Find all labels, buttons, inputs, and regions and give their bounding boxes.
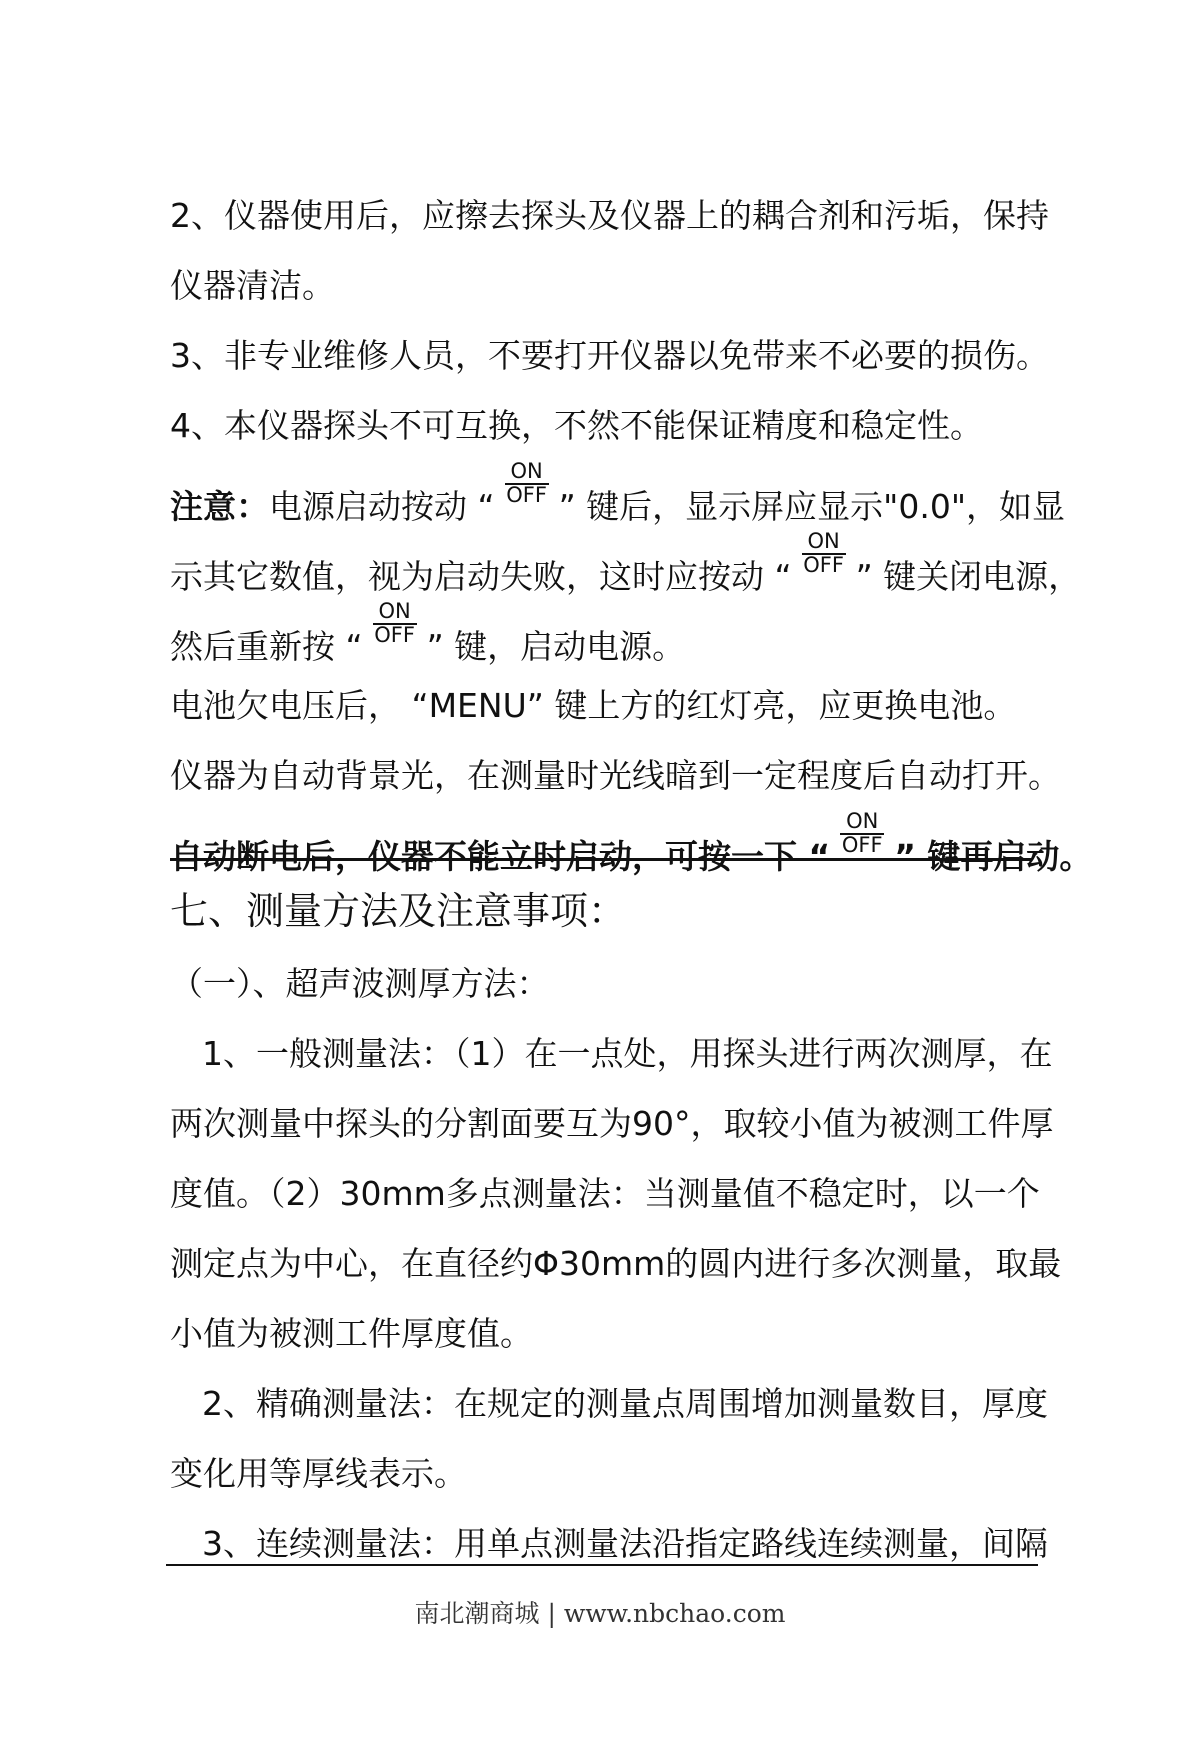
auto-off-note xyxy=(170,809,1093,879)
key-off-label: OFF xyxy=(803,553,844,577)
auto-off-text: 自动断电后，仪器不能立时启动，可按一下 “ xyxy=(170,837,831,876)
section-7-subtitle: （一）、超声波测厚方法： xyxy=(170,964,550,1003)
on-off-key-icon xyxy=(499,459,555,518)
on-off-key-icon xyxy=(367,599,423,658)
footer-source: 南北潮商城 | www.nbchao.com xyxy=(414,1599,786,1628)
method-1-line-5: 小值为被测工件厚度值。 xyxy=(170,1314,533,1353)
battery-note: 电池欠电压后， “MENU” 键上方的红灯亮，应更换电池。 xyxy=(170,686,1017,725)
section-7-title: 七、测量方法及注意事项： xyxy=(170,889,627,933)
on-off-key-icon xyxy=(796,529,852,588)
paragraph-4: 4、本仪器探头不可互换，不然不能保证精度和稳定性。 xyxy=(170,406,983,445)
note-text: ” 键，启动电源。 xyxy=(426,627,686,666)
method-1-line-3: 度值。（2）30mm多点测量法：当测量值不稳定时，以一个 xyxy=(170,1174,1040,1213)
auto-off-text: ” 键再启动。 xyxy=(894,837,1093,876)
note-line-3 xyxy=(170,599,686,669)
key-off-label: OFF xyxy=(841,833,883,857)
key-off-label: OFF xyxy=(374,623,415,647)
key-on-label: ON xyxy=(846,809,879,833)
on-off-key-icon xyxy=(834,809,890,868)
note-line-2 xyxy=(170,529,1082,599)
note-text: ” 键关闭电源， xyxy=(855,557,1082,596)
paragraph-2-line-1: 2、仪器使用后，应擦去探头及仪器上的耦合剂和污垢，保持 xyxy=(170,196,1049,235)
method-1-line-4: 测定点为中心，在直径约Φ30mm的圆内进行多次测量，取最 xyxy=(170,1244,1062,1283)
key-on-label: ON xyxy=(807,529,840,553)
note-text: 电源启动按动 “ xyxy=(269,487,495,526)
note-label: 注意： xyxy=(170,487,269,526)
key-on-label: ON xyxy=(510,459,543,483)
key-off-label: OFF xyxy=(506,483,547,507)
note-text: 示其它数值，视为启动失败，这时应按动 “ xyxy=(170,557,792,596)
auto-off-underline xyxy=(170,858,1032,861)
note-text: ” 键后，显示屏应显示"0.0"，如显 xyxy=(558,487,1066,526)
note-text: 然后重新按 “ xyxy=(170,627,363,666)
footer-divider xyxy=(166,1564,1038,1566)
method-2-line-1: 2、精确测量法：在规定的测量点周围增加测量数目，厚度 xyxy=(202,1384,1048,1423)
paragraph-2-line-2: 仪器清洁。 xyxy=(170,266,335,305)
note-line-1 xyxy=(170,459,1066,529)
key-on-label: ON xyxy=(378,599,411,623)
paragraph-3: 3、非专业维修人员，不要打开仪器以免带来不必要的损伤。 xyxy=(170,336,1049,375)
method-3-line-1: 3、连续测量法：用单点测量法沿指定路线连续测量，间隔 xyxy=(202,1524,1048,1563)
method-1-line-1: 1、一般测量法：（1）在一点处，用探头进行两次测厚，在 xyxy=(202,1034,1053,1073)
backlight-note: 仪器为自动背景光，在测量时光线暗到一定程度后自动打开。 xyxy=(170,756,1061,795)
method-1-line-2: 两次测量中探头的分割面要互为90°，取较小值为被测工件厚 xyxy=(170,1104,1054,1143)
method-2-line-2: 变化用等厚线表示。 xyxy=(170,1454,467,1493)
